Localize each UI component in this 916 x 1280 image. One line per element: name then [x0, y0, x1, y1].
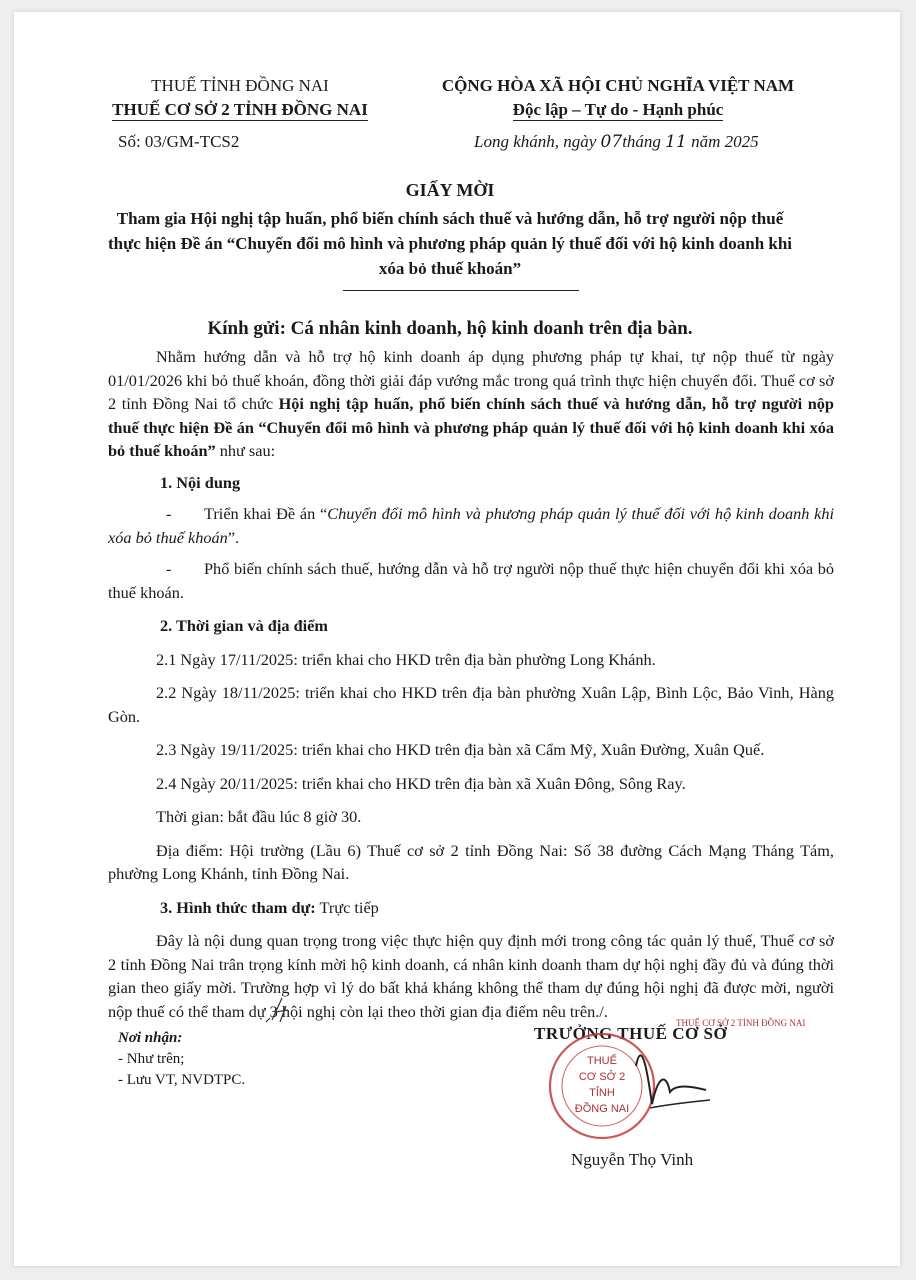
section-2-heading: 2. Thời gian và địa điểm [160, 616, 328, 635]
svg-text:THUẾ: THUẾ [587, 1055, 617, 1067]
official-stamp [540, 1016, 712, 1146]
national-heading-block [398, 74, 838, 122]
recipients-title: Nơi nhận: [118, 1030, 183, 1046]
document-date: Long khánh, ngày 07tháng 11 năm 2025 [474, 132, 759, 152]
document-subtitle: Tham gia Hội nghị tập huấn, phổ biến chính sách thuế và hướng dẫn, hỗ trợ người nộp thuế thực hiện Đề án “Chuyển đổi mô hình và phương pháp quản lý thuế đối với hộ kinh doanh khi xóa bỏ thuế khoán” [107, 209, 793, 278]
agency-name: THUẾ CƠ SỞ 2 TỈNH ĐỒNG NAI [112, 100, 368, 119]
issuing-agency-block [90, 74, 390, 122]
closing-paragraph: Đây là nội dung quan trọng trong việc thực hiện quy định mới trong công tác quản lý thuế, Thuế cơ sở 2 tỉnh Đồng Nai trân trọng kính mời hộ kinh doanh, cá nhân kinh doanh tham dự hội nghị đầy đủ và đúng thời gian theo giấy mời. Trường hợp vì lý do bất khả kháng không thể tham dự đúng hội nghị đã được mời, người nộp thuế có thể tham dự 3 hội nghị còn lại theo thời gian địa điểm nêu trên./. [108, 931, 834, 1021]
intro-paragraph: Nhằm hướng dẫn và hỗ trợ hộ kinh doanh áp dụng phương pháp tự khai, tự nộp thuế từ ngày 01/01/2026 khi bỏ thuế khoán, đồng thời giải đáp vướng mắc trong quá trình thực hiện chuyển đổi. Thuế cơ sở 2 tỉnh Đồng Nai tổ chức Hội nghị tập huấn, phổ biến chính sách thuế và hướng dẫn, hỗ trợ người nộp thuế thực hiện Đề án “Chuyển đổi mô hình và phương pháp quản lý thuế đối với hộ kinh doanh khi xóa bỏ thuế khoán” như sau: [108, 347, 834, 460]
agency-parent: THUẾ TỈNH ĐỒNG NAI [151, 76, 329, 95]
stamp-header-text: THUẾ CƠ SỞ 2 TỈNH ĐỒNG NAI [676, 1018, 806, 1028]
recipient-item: - Lưu VT, NVDTPC. [118, 1072, 246, 1088]
date-day: 07 [600, 132, 623, 152]
recipient-item: - Như trên; [118, 1051, 185, 1067]
svg-text:CƠ SỞ 2: CƠ SỞ 2 [578, 1071, 626, 1083]
national-motto: Độc lập – Tự do - Hạnh phúc [512, 100, 724, 119]
date-month: 11 [665, 132, 687, 152]
section-3-heading: 3. Hình thức tham dự: Trực tiếp [160, 897, 379, 917]
document-title: GIẤY MỜI [405, 180, 495, 200]
document-body [108, 345, 834, 1023]
meeting-time: Thời gian: bắt đầu lúc 8 giờ 30. [156, 807, 362, 826]
content-item-1: - Triển khai Đề án “Chuyển đổi mô hình và phương pháp quản lý thuế đối với hộ kinh doanh khi xóa bỏ thuế khoán”. [108, 504, 835, 547]
schedule-item-4: 2.4 Ngày 20/11/2025: triển khai cho HKD trên địa bàn xã Xuân Đông, Sông Ray. [156, 773, 686, 793]
content-item-2: - Phổ biến chính sách thuế, hướng dẫn và hỗ trợ người nộp thuế thực hiện chuyển đổi khi xóa bỏ thuế khoán. [108, 559, 834, 602]
initials-mark [262, 992, 292, 1028]
schedule-item-1: 2.1 Ngày 17/11/2025: triển khai cho HKD trên địa bàn phường Long Khánh. [156, 649, 656, 669]
schedule-item-2: 2.2 Ngày 18/11/2025: triển khai cho HKD trên địa bàn phường Xuân Lập, Bình Lộc, Bảo Vinh, Hàng Gòn. [108, 683, 834, 726]
signatory-name: Nguyễn Thọ Vinh [571, 1150, 694, 1169]
attendance-form: Trực tiếp [315, 897, 379, 917]
country-name: CỘNG HÒA XÃ HỘI CHỦ NGHĨA VIỆT NAM [441, 76, 795, 95]
meeting-location: Địa điểm: Hội trường (Lầu 6) Thuế cơ sở 2 tỉnh Đồng Nai: Số 38 đường Cách Mạng Tháng Tám, phường Long Khánh, tỉnh Đồng Nai. [108, 840, 834, 883]
recipients-block [118, 1028, 245, 1091]
signatory-title: TRƯỞNG THUẾ CƠ SỞ [534, 1024, 728, 1043]
title-divider [343, 290, 579, 291]
section-1-heading: 1. Nội dung [160, 472, 241, 492]
recipient-line: Kính gửi: Cá nhân kinh doanh, hộ kinh doanh trên địa bàn. [207, 318, 693, 339]
svg-text:TỈNH: TỈNH [589, 1087, 615, 1099]
svg-text:ĐỒNG NAI: ĐỒNG NAI [574, 1103, 630, 1115]
schedule-item-3: 2.3 Ngày 19/11/2025: triển khai cho HKD trên địa bàn xã Cẩm Mỹ, Xuân Đường, Xuân Quế. [156, 740, 765, 759]
document-number: Số: 03/GM-TCS2 [118, 132, 240, 151]
